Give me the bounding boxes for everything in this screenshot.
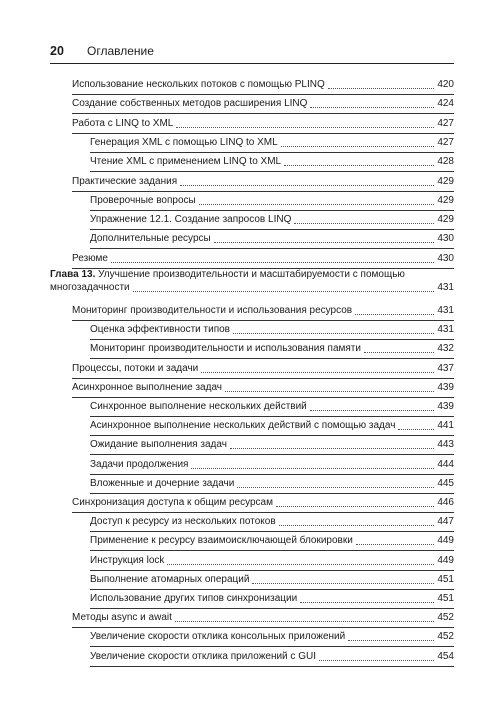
toc-leader-dots [328,88,435,89]
toc-leader-dots [294,223,434,224]
toc-entry-underline [90,454,454,455]
toc-entry-underline [90,589,454,590]
toc-entry-underline [72,320,454,321]
toc-leader-dots [214,242,435,243]
toc-leader-dots [199,204,435,205]
toc-entry-title: Процессы, потоки и задачи [72,362,199,374]
toc-entry[interactable] [90,156,454,168]
toc-leader-dots [167,564,434,565]
toc-entry-page: 446 [437,497,454,508]
toc-entry[interactable] [90,137,454,149]
toc-entry[interactable] [90,195,454,207]
toc-leader-dots [201,372,434,373]
toc-entry-page: 454 [437,650,454,662]
toc-entry-underline [90,248,454,249]
toc-leader-dots [237,487,434,488]
toc-leader-dots [398,429,434,430]
toc-entry-title: Мониторинг производительности и использования ресурсов [72,305,353,316]
toc-entry-underline [72,94,454,95]
toc-entry-page: 429 [437,214,454,226]
toc-entry-underline [90,339,454,340]
toc-leader-dots [225,391,434,392]
toc-entry[interactable] [90,343,454,355]
toc-entry-title: Ожидание выполнения задач [90,439,227,451]
toc-entry-title: Применение к ресурсу взаимоисключающей блокировки [90,535,353,547]
toc-entry-title: Генерация XML с помощью LINQ to XML [90,136,278,148]
toc-entry-page: 420 [437,79,454,90]
toc-entry-title: Инструкция lock [90,554,165,566]
toc-leader-dots [281,146,435,147]
toc-leader-dots [279,525,435,526]
toc-entry-underline [72,133,454,134]
chapter-title-line2: многозадачности [50,282,130,293]
toc-entry[interactable] [90,233,454,245]
toc-entry-title: Резюме [72,252,108,264]
toc-entry-underline [90,152,454,153]
toc-entry[interactable] [72,497,454,509]
toc-entry-underline [72,113,454,114]
running-title: Оглавление [87,44,154,58]
toc-entry-underline [90,666,454,667]
toc-leader-dots [364,352,434,353]
toc-entry[interactable] [90,516,454,528]
toc-entry-underline [90,474,454,475]
toc-entry-page: 428 [437,156,454,168]
toc-entry-page: 431 [437,324,454,336]
toc-entry[interactable] [90,535,454,547]
toc-entry[interactable] [72,79,454,91]
toc-entry-underline [72,191,454,192]
toc-entry-underline [90,570,454,571]
toc-leader-dots [233,333,434,334]
toc-entry-page: 439 [437,401,454,412]
chapter-title-line1: Улучшение производительности и масштабируемости с помощью [98,269,405,280]
header-rule [50,63,454,64]
page-header [50,44,454,62]
toc-leader-dots [355,314,434,315]
toc-entry-title: Работа с LINQ to XML [72,117,174,129]
toc-entry[interactable] [90,420,454,432]
toc-leader-dots [230,448,434,449]
toc-entry[interactable] [72,363,454,375]
toc-entry[interactable] [72,176,454,188]
toc-entry[interactable] [90,651,454,663]
chapter-page: 431 [437,282,454,293]
toc-entry[interactable] [90,574,454,586]
page-number: 20 [50,44,64,58]
toc-leader-dots [252,583,434,584]
toc-leader-dots [276,506,434,507]
toc-entry[interactable] [90,459,454,471]
toc-entry-title: Вложенные и дочерние задачи [90,477,235,489]
toc-entry-page: 447 [437,516,454,528]
toc-entry-title: Дополнительные ресурсы [90,233,211,245]
toc-entry[interactable] [72,118,454,130]
toc-entry-title: Чтение XML с применением LINQ to XML [90,156,282,168]
toc-entry-page: 449 [437,535,454,547]
toc-entry-title: Использование других типов синхронизации [90,593,298,604]
toc-entry-page: 449 [437,554,454,566]
toc-entry-title: Создание собственных методов расширения LINQ [72,98,308,110]
toc-entry-page: 424 [437,98,454,110]
toc-entry[interactable] [72,305,454,317]
toc-entry-page: 452 [437,631,454,643]
toc-leader-dots [284,165,434,166]
toc-entry[interactable] [72,382,454,394]
toc-entry-page: 430 [437,233,454,245]
toc-entry-page: 444 [437,458,454,470]
toc-entry-title: Асинхронное выполнение нескольких действий с помощью задач [90,420,396,432]
toc-entry-page: 441 [437,420,454,432]
toc-entry-page: 437 [437,362,454,374]
toc-entry-title: Доступ к ресурсу из нескольких потоков [90,516,276,528]
chapter-heading [50,268,454,294]
toc-leader-dots [319,660,434,661]
toc-entry-title: Упражнение 12.1. Создание запросов LINQ [90,214,292,226]
toc-entry-page: 429 [437,194,454,206]
toc-entry-page: 451 [437,573,454,585]
toc-entry-underline [90,435,454,436]
toc-entry-title: Синхронное выполнение нескольких действий [90,401,307,412]
toc-entry-underline [72,627,454,628]
toc-leader-dots [180,185,434,186]
toc-entry-title: Оценка эффективности типов [90,324,230,336]
toc-entry[interactable] [72,612,454,624]
toc-entry-page: 431 [437,305,454,316]
toc-entry[interactable] [90,324,454,336]
toc-entry[interactable] [72,253,454,265]
toc-entry-underline [72,378,454,379]
toc-entry-page: 452 [437,612,454,624]
toc-leader-dots [356,544,434,545]
toc-entry-underline [72,397,454,398]
toc-entry-page: 445 [437,477,454,489]
toc-entry-underline [90,171,454,172]
toc-leader-dots [191,468,434,469]
toc-entry-title: Увеличение скорости отклика приложений с GUI [90,650,316,662]
toc-leader-dots [348,640,434,641]
toc-entry-underline [90,646,454,647]
toc-entry-underline [90,608,454,609]
toc-entry[interactable] [90,439,454,451]
toc-entry-underline [90,550,454,551]
toc-entry[interactable] [90,214,454,226]
toc-entry-title: Мониторинг производительности и использования памяти [90,343,361,355]
toc-entry-page: 432 [437,343,454,355]
toc-entry-underline [90,358,454,359]
toc-leader-dots [111,262,434,263]
toc-entry-page: 427 [437,136,454,148]
toc-leader-dots [133,291,435,292]
toc-entry[interactable] [90,478,454,490]
toc-entry-page: 427 [437,117,454,129]
toc-entry-title: Асинхронное выполнение задач [72,381,223,393]
toc-entry[interactable] [90,401,454,413]
toc-entry-title: Использование нескольких потоков с помощью PLINQ [72,79,325,90]
toc-entry-underline [90,416,454,417]
toc-entry-page: 451 [437,593,454,604]
toc-entry-title: Синхронизация доступа к общим ресурсам [72,497,273,508]
toc-entry-title: Задачи продолжения [90,458,189,470]
toc-entry-page: 439 [437,381,454,393]
toc-entry-page: 443 [437,439,454,451]
toc-entry[interactable] [90,631,454,643]
toc-leader-dots [176,127,434,128]
toc-entry[interactable] [90,555,454,567]
toc-entry-title: Выполнение атомарных операций [90,573,250,585]
toc-entry-title: Увеличение скорости отклика консольных приложений [90,631,346,643]
toc-entry-underline [90,210,454,211]
toc-entry-underline [72,512,454,513]
toc-entry-page: 429 [437,175,454,187]
toc-entry-underline [90,493,454,494]
toc-entry[interactable] [90,593,454,605]
toc-entry-title: Проверочные вопросы [90,194,196,206]
toc-entry-underline [90,531,454,532]
toc-entry-underline [90,229,454,230]
toc-leader-dots [310,107,434,108]
toc-leader-dots [310,410,435,411]
toc-entry-page: 430 [437,252,454,264]
toc-entry-title: Практические задания [72,175,178,187]
toc-entry[interactable] [72,98,454,110]
chapter-label: Глава 13. [50,269,96,280]
toc-leader-dots [300,602,434,603]
toc-entry-title: Методы async и await [72,612,172,624]
toc-leader-dots [175,621,434,622]
